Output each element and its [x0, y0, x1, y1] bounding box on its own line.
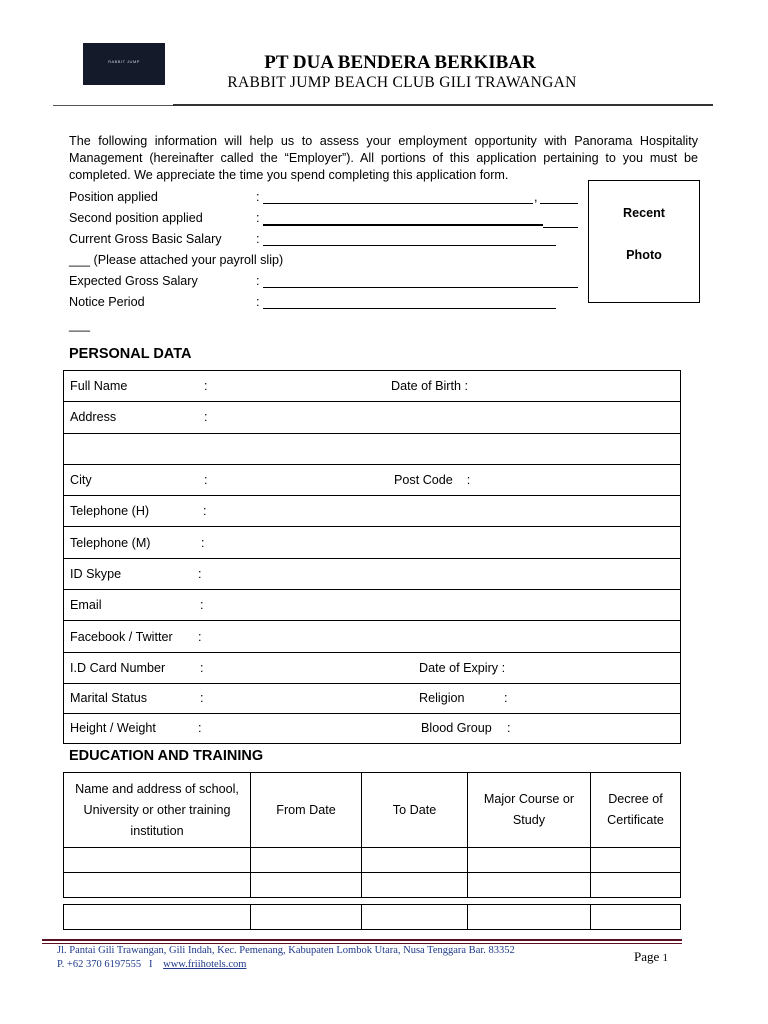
colon: : [256, 190, 260, 204]
photo-box[interactable] [588, 180, 700, 303]
personal-data-table [63, 370, 681, 744]
footer-address: Jl. Pantai Gili Trawangan, Gili Indah, Kec. Pemenang, Kabupaten Lombok Utara, Nusa Tenggara Bar. 83352 [57, 945, 515, 956]
colon: : [204, 473, 208, 488]
colon: : [204, 379, 208, 394]
colon: : [256, 232, 260, 246]
colon: : [203, 504, 207, 519]
intro-paragraph: The following information will help us to assess your employment opportunity with Panorama Hospitality Management (hereinafter called the “Employer”). All portions of this application pertaining to you must be completed. We appreciate the time you spend completing this application form. [69, 134, 698, 182]
row-full-name[interactable] [64, 371, 681, 402]
skype-label: ID Skype [70, 566, 122, 581]
marital-label: Marital Status [70, 691, 147, 706]
photo-label-photo: Photo [626, 248, 662, 262]
row-address-continued[interactable] [64, 433, 681, 464]
education-heading: EDUCATION AND TRAINING [69, 748, 264, 764]
row-email[interactable] [64, 590, 681, 621]
blood-group-label: Blood Group [421, 721, 492, 736]
colon: : [201, 535, 205, 550]
page-indicator [634, 949, 668, 965]
colon: : [198, 721, 202, 736]
company-subtitle: RABBIT JUMP BEACH CLUB GILI TRAWANGAN [227, 74, 577, 91]
telephone-h-label: Telephone (H) [70, 504, 150, 519]
col-to-date-header: To Date [362, 773, 468, 848]
notice-period-label: Notice Period [69, 295, 145, 309]
row-telephone-m[interactable] [64, 527, 681, 558]
religion-label: Religion [419, 691, 465, 706]
col-decree-header: Decree of Certificate [591, 773, 681, 848]
footer-phone: P. +62 370 6197555 I [57, 959, 153, 970]
row-address[interactable] [64, 402, 681, 433]
facebook-label: Facebook / Twitter [70, 629, 173, 644]
second-position-label: Second position applied [69, 211, 203, 225]
expected-salary-field[interactable] [263, 287, 578, 288]
colon: : [256, 295, 260, 309]
colon: : [200, 691, 204, 706]
col-from-date-header: From Date [251, 773, 362, 848]
education-row[interactable] [64, 873, 681, 898]
personal-data-heading: PERSONAL DATA [69, 346, 192, 362]
row-height[interactable] [64, 713, 681, 743]
company-name: PT DUA BENDERA BERKIBAR [264, 52, 536, 73]
post-code-label: Post Code : [394, 473, 471, 488]
row-facebook[interactable] [64, 621, 681, 652]
row-city[interactable] [64, 464, 681, 495]
col-institution-header: Name and address of school, University or other training institution [64, 773, 251, 848]
education-row[interactable] [64, 848, 681, 873]
colon: : [507, 721, 511, 736]
email-label: Email [70, 598, 102, 613]
header-divider-left [53, 105, 173, 106]
notice-period-field[interactable] [263, 308, 556, 309]
row-skype[interactable] [64, 558, 681, 589]
city-label: City [70, 473, 92, 488]
second-position-field-extra[interactable] [543, 227, 578, 228]
payroll-note: ___ (Please attached your payroll slip) [69, 253, 284, 267]
row-telephone-h[interactable] [64, 496, 681, 527]
page-label: Page [634, 949, 660, 964]
row-id-card[interactable] [64, 652, 681, 683]
colon: : [200, 598, 204, 613]
colon: : [200, 660, 204, 675]
position-applied-field-extra[interactable] [540, 203, 578, 204]
position-applied-label: Position applied [69, 190, 158, 204]
colon: : [204, 410, 208, 425]
telephone-m-label: Telephone (M) [70, 535, 151, 550]
col-major-header: Major Course or Study [468, 773, 591, 848]
logo-text: RABBIT JUMP [108, 59, 140, 64]
colon: : [198, 566, 202, 581]
footer-divider [42, 939, 682, 941]
footer-contact [57, 959, 246, 970]
education-table [63, 772, 681, 898]
photo-label-recent: Recent [623, 206, 665, 220]
company-logo [83, 43, 165, 85]
row-marital[interactable] [64, 683, 681, 713]
colon: : [256, 211, 260, 225]
id-card-label: I.D Card Number [70, 660, 166, 675]
colon: : [256, 274, 260, 288]
education-header-row [64, 773, 681, 848]
education-row[interactable] [64, 905, 681, 930]
current-salary-field[interactable] [263, 245, 556, 246]
trailing-blank: ___ [69, 318, 91, 332]
colon: : [198, 629, 202, 644]
header-divider [173, 104, 713, 106]
expected-salary-label: Expected Gross Salary [69, 274, 198, 288]
current-salary-label: Current Gross Basic Salary [69, 232, 222, 246]
second-position-field[interactable] [263, 224, 543, 226]
full-name-label: Full Name [70, 379, 128, 394]
colon: : [504, 691, 508, 706]
footer-divider-thin [42, 943, 682, 944]
date-of-birth-label: Date of Birth : [391, 379, 468, 394]
expiry-label: Date of Expiry : [419, 660, 506, 675]
height-label: Height / Weight [70, 721, 156, 736]
address-label: Address [70, 410, 117, 425]
page-number: 1 [662, 952, 669, 964]
position-applied-field[interactable] [263, 203, 533, 204]
footer-website-link[interactable]: www.friihotels.com [163, 959, 247, 970]
education-table-continued [63, 904, 681, 930]
